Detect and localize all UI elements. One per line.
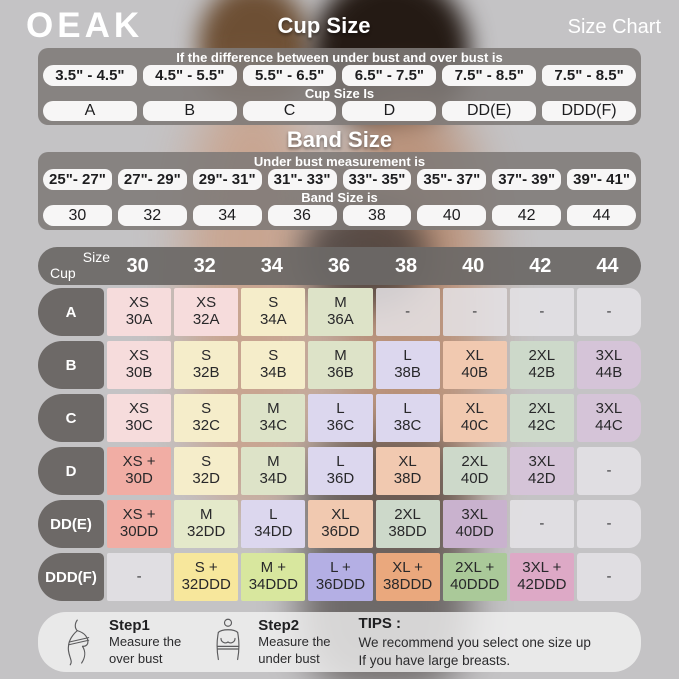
size-cell: M 36A — [308, 288, 372, 336]
step2-title: Step2 — [258, 617, 300, 635]
band-number-pill: 30 — [43, 205, 112, 226]
band-column-header: 36 — [327, 254, 351, 277]
corner-cup-label: Cup — [50, 265, 76, 281]
band-number-pill: 42 — [492, 205, 561, 226]
band-column-header: 30 — [126, 254, 149, 277]
size-cell: S 32D — [174, 447, 238, 495]
size-grid-row — [38, 394, 641, 442]
cup-range-row — [38, 65, 641, 86]
step1-title: Step1 — [109, 617, 150, 635]
step2-line1: Measure the — [258, 634, 331, 650]
band-column-header: 38 — [394, 254, 418, 277]
cup-letter-pill: DD(E) — [442, 101, 536, 122]
size-grid-row — [38, 500, 641, 548]
size-cell: M 34C — [241, 394, 305, 442]
band-size-panel — [38, 152, 641, 230]
size-cell: L 36D — [308, 447, 372, 495]
size-cell: M 32DD — [174, 500, 238, 548]
corner-size-label: Size — [82, 249, 110, 265]
step1-block — [58, 617, 181, 667]
band-column-header: 32 — [193, 254, 216, 277]
size-cell: XS + 30D — [107, 447, 171, 495]
size-cell: - — [376, 288, 440, 336]
measuring-tips-bar — [38, 612, 641, 672]
size-cell: M + 34DDD — [241, 553, 305, 601]
size-cell: - — [443, 288, 507, 336]
size-cell: M 34D — [241, 447, 305, 495]
size-cell: - — [577, 500, 641, 548]
band-range-pill: 39"- 41" — [567, 169, 636, 190]
band-column-header: 42 — [529, 254, 552, 277]
size-cell: - — [577, 288, 641, 336]
size-cell: 3XL 44C — [577, 394, 641, 442]
size-cell: XL 38D — [376, 447, 440, 495]
band-range-pill: 37"- 39" — [492, 169, 561, 190]
band-column-header: 44 — [596, 254, 619, 277]
size-cell: L 38B — [376, 341, 440, 389]
size-cell: XS 30A — [107, 288, 171, 336]
size-cell: 2XL 42B — [510, 341, 574, 389]
cup-range-pill: 7.5" - 8.5" — [442, 65, 536, 86]
cup-row-label: B — [38, 341, 104, 389]
size-cell: XL 40B — [443, 341, 507, 389]
step2-block — [207, 617, 330, 667]
cup-result-label: Cup Size Is — [304, 85, 375, 101]
size-grid-body — [38, 288, 641, 601]
size-cell: 3XL 42D — [510, 447, 574, 495]
cup-instruction-label: If the difference between under bust and over bust is — [176, 50, 503, 65]
size-grid-row — [38, 447, 641, 495]
cup-letter-pill: A — [43, 101, 137, 122]
size-cell: S 32C — [174, 394, 238, 442]
band-range-pill: 29"- 31" — [193, 169, 262, 190]
step1-text — [109, 617, 181, 667]
cup-letter-pill: B — [143, 101, 237, 122]
page-title: Size Chart — [567, 16, 661, 38]
cup-row-label: DD(E) — [38, 500, 104, 548]
band-number-pill: 32 — [118, 205, 187, 226]
band-column-header: 40 — [462, 254, 485, 277]
cup-letter-pill: C — [243, 101, 337, 122]
size-grid-row — [38, 553, 641, 601]
cup-range-pill: 7.5" - 8.5" — [542, 65, 636, 86]
band-result-label: Band Size is — [301, 190, 378, 205]
size-cell: S 34B — [241, 341, 305, 389]
brand-logo: OEAK — [26, 6, 144, 45]
size-cell: - — [510, 500, 574, 548]
grid-corner-cell — [38, 247, 110, 285]
size-cell: M 36B — [308, 341, 372, 389]
size-cell: - — [107, 553, 171, 601]
band-number-row — [38, 205, 641, 226]
size-cell: S + 32DDD — [174, 553, 238, 601]
cup-range-pill: 6.5" - 7.5" — [342, 65, 436, 86]
step1-line2: over bust — [109, 650, 163, 666]
cup-range-pill: 5.5" - 6.5" — [243, 65, 337, 86]
tips-line2: If you have large breasts. — [358, 652, 511, 668]
size-cell: - — [577, 447, 641, 495]
size-cell: 3XL + 42DDD — [510, 553, 574, 601]
step1-line1: Measure the — [109, 634, 182, 650]
band-range-pill: 33"- 35" — [343, 169, 412, 190]
cup-row-label: DDD(F) — [38, 553, 104, 601]
measure-overbust-icon — [58, 617, 100, 667]
tips-block — [359, 615, 591, 669]
cup-size-title: Cup Size — [277, 13, 371, 38]
step2-line2: under bust — [258, 650, 320, 666]
size-cell: - — [577, 553, 641, 601]
size-cell: XS 30C — [107, 394, 171, 442]
cup-row-label: D — [38, 447, 104, 495]
step2-text — [258, 617, 330, 667]
cup-letter-pill: DDD(F) — [542, 101, 636, 122]
size-grid-header — [38, 247, 641, 285]
cup-letter-pill: D — [342, 101, 436, 122]
cup-range-pill: 4.5" - 5.5" — [143, 65, 237, 86]
size-cell: - — [510, 288, 574, 336]
band-range-pill: 35"- 37" — [417, 169, 486, 190]
size-cell: 2XL 42C — [510, 394, 574, 442]
size-cell: XL + 38DDD — [376, 553, 440, 601]
size-cell: L 36C — [308, 394, 372, 442]
size-cell: 2XL 38DD — [376, 500, 440, 548]
size-cell: L 34DD — [241, 500, 305, 548]
tips-line1: We recommend you select one size up — [358, 634, 591, 650]
size-cell: XL 36DD — [308, 500, 372, 548]
size-grid-row — [38, 341, 641, 389]
band-number-pill: 40 — [417, 205, 486, 226]
size-cell: 2XL 40D — [443, 447, 507, 495]
band-range-row — [38, 169, 641, 190]
size-cell: L 38C — [376, 394, 440, 442]
cup-row-label: A — [38, 288, 104, 336]
size-cell: S 34A — [241, 288, 305, 336]
band-number-pill: 44 — [567, 205, 636, 226]
band-column-header: 34 — [260, 254, 283, 277]
size-cell: L + 36DDD — [308, 553, 372, 601]
band-number-pill: 34 — [193, 205, 262, 226]
band-range-pill: 27"- 29" — [118, 169, 187, 190]
size-cell: 2XL + 40DDD — [443, 553, 507, 601]
band-number-pill: 36 — [268, 205, 337, 226]
band-size-title: Band Size — [286, 127, 393, 152]
cup-range-pill: 3.5" - 4.5" — [43, 65, 137, 86]
size-cell: S 32B — [174, 341, 238, 389]
cup-row-label: C — [38, 394, 104, 442]
size-grid-row — [38, 288, 641, 336]
band-range-pill: 25"- 27" — [43, 169, 112, 190]
size-cell: XS + 30DD — [107, 500, 171, 548]
band-range-pill: 31"- 33" — [268, 169, 337, 190]
size-cell: XS 30B — [107, 341, 171, 389]
tips-title: TIPS : — [358, 614, 402, 632]
size-cell: 3XL 44B — [577, 341, 641, 389]
measure-underbust-icon — [207, 617, 249, 667]
cup-size-panel — [38, 48, 641, 125]
size-cell: XL 40C — [443, 394, 507, 442]
size-cell: XS 32A — [174, 288, 238, 336]
size-cell: 3XL 40DD — [443, 500, 507, 548]
cup-letter-row — [38, 101, 641, 122]
band-number-pill: 38 — [343, 205, 412, 226]
band-instruction-label: Under bust measurement is — [253, 154, 426, 169]
